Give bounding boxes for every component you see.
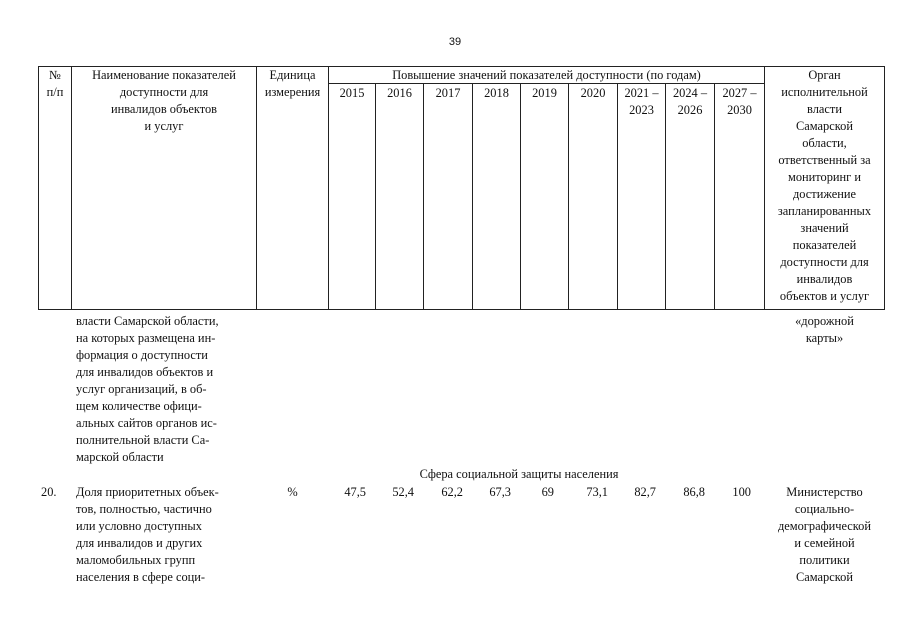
text-line: щем количестве офици- xyxy=(76,399,202,413)
col-number-line: № xyxy=(49,68,61,82)
col-organ-line: достижение xyxy=(792,187,856,201)
col-unit-line: измерения xyxy=(264,85,321,99)
year-header xyxy=(376,85,423,102)
col-organ-line: Самарской xyxy=(796,119,853,133)
year-header xyxy=(521,85,568,102)
col-organ-line: ответственный за xyxy=(778,153,871,167)
year-header xyxy=(666,85,714,119)
col-organ-line: показателей xyxy=(792,238,857,252)
continuation-name xyxy=(76,313,254,466)
row-organ xyxy=(765,484,884,586)
text-line: тов, полностью, частично xyxy=(76,502,212,516)
col-organ-line: исполнительной xyxy=(781,85,868,99)
year-label: 2015 xyxy=(339,86,365,100)
col-increase-header: Повышение значений показателей доступности (по годам) xyxy=(392,68,701,82)
text-line: для инвалидов объектов и xyxy=(76,365,214,379)
col-organ-line: власти xyxy=(807,102,842,116)
year-label: 2018 xyxy=(484,86,509,100)
col-organ-line: запланированных xyxy=(777,204,872,218)
year-label: 2017 xyxy=(435,86,461,100)
row-name xyxy=(76,484,254,586)
year-label: 2021 – xyxy=(624,86,659,100)
row-number: 20. xyxy=(41,485,57,499)
text-line: на которых размещена ин- xyxy=(76,331,216,345)
year-header xyxy=(618,85,665,119)
col-organ-line: инвалидов xyxy=(796,272,853,286)
year-header xyxy=(569,85,617,102)
col-unit-header xyxy=(257,67,328,101)
value-cell: 86,8 xyxy=(683,485,705,499)
col-name-header xyxy=(72,67,256,135)
text-line: полнительной власти Са- xyxy=(76,433,210,447)
text-line: и семейной xyxy=(794,536,855,550)
text-line: власти Самарской области, xyxy=(76,314,219,328)
year-header xyxy=(424,85,472,102)
row-unit: % xyxy=(287,485,298,499)
value-cell: 100 xyxy=(732,485,751,499)
col-organ-line: области, xyxy=(802,136,847,150)
col-organ-line: мониторинг и xyxy=(787,170,861,184)
section-title: Сфера социальной защиты населения xyxy=(419,467,619,481)
text-line: Самарской xyxy=(796,570,853,584)
text-line: политики xyxy=(799,553,850,567)
text-line: Министерство xyxy=(786,485,863,499)
year-header xyxy=(715,85,764,119)
col-organ-line: доступности для xyxy=(780,255,869,269)
text-line: услуг организаций, в об- xyxy=(76,382,207,396)
text-line: «дорожной xyxy=(795,314,854,328)
col-organ-line: объектов и услуг xyxy=(779,289,870,303)
year-label: 2027 – xyxy=(722,86,757,100)
value-cell: 73,1 xyxy=(586,485,608,499)
year-label: 2024 – xyxy=(672,86,708,100)
text-line: карты» xyxy=(805,331,844,345)
page-number: 39 xyxy=(448,36,462,48)
year-label: 2023 xyxy=(629,103,654,117)
text-line: демографической xyxy=(777,519,872,533)
value-cell: 52,4 xyxy=(392,485,414,499)
text-line: населения в сфере соци- xyxy=(76,570,206,584)
text-line: альных сайтов органов ис- xyxy=(76,416,217,430)
col-number-header xyxy=(39,67,71,101)
col-organ-line: Орган xyxy=(808,68,841,82)
text-line: марской области xyxy=(76,450,164,464)
col-name-line: Наименование показателей xyxy=(92,68,236,82)
year-label: 2016 xyxy=(387,86,412,100)
value-cell: 67,3 xyxy=(489,485,511,499)
col-name-line: и услуг xyxy=(144,119,184,133)
value-cell: 62,2 xyxy=(441,485,463,499)
year-label: 2019 xyxy=(532,86,557,100)
col-name-line: инвалидов объектов xyxy=(110,102,218,116)
text-line: социально- xyxy=(794,502,855,516)
text-line: Доля приоритетных объек- xyxy=(76,485,219,499)
text-line: маломобильных групп xyxy=(76,553,196,567)
value-cell: 47,5 xyxy=(344,485,366,499)
text-line: для инвалидов и других xyxy=(76,536,203,550)
col-number-line: п/п xyxy=(46,85,64,99)
year-label: 2020 xyxy=(580,86,606,100)
text-line: или условно доступных xyxy=(76,519,202,533)
col-unit-line: Единица xyxy=(269,68,316,82)
value-cell: 82,7 xyxy=(634,485,656,499)
col-organ-line: значений xyxy=(800,221,849,235)
value-cell: 69 xyxy=(541,485,554,499)
year-label: 2030 xyxy=(727,103,752,117)
year-header xyxy=(473,85,520,102)
col-organ-header xyxy=(765,67,884,305)
year-header xyxy=(329,85,375,102)
year-label: 2026 xyxy=(677,103,703,117)
text-line: формация о доступности xyxy=(76,348,208,362)
col-name-line: доступности для xyxy=(119,85,209,99)
continuation-organ xyxy=(765,313,884,347)
